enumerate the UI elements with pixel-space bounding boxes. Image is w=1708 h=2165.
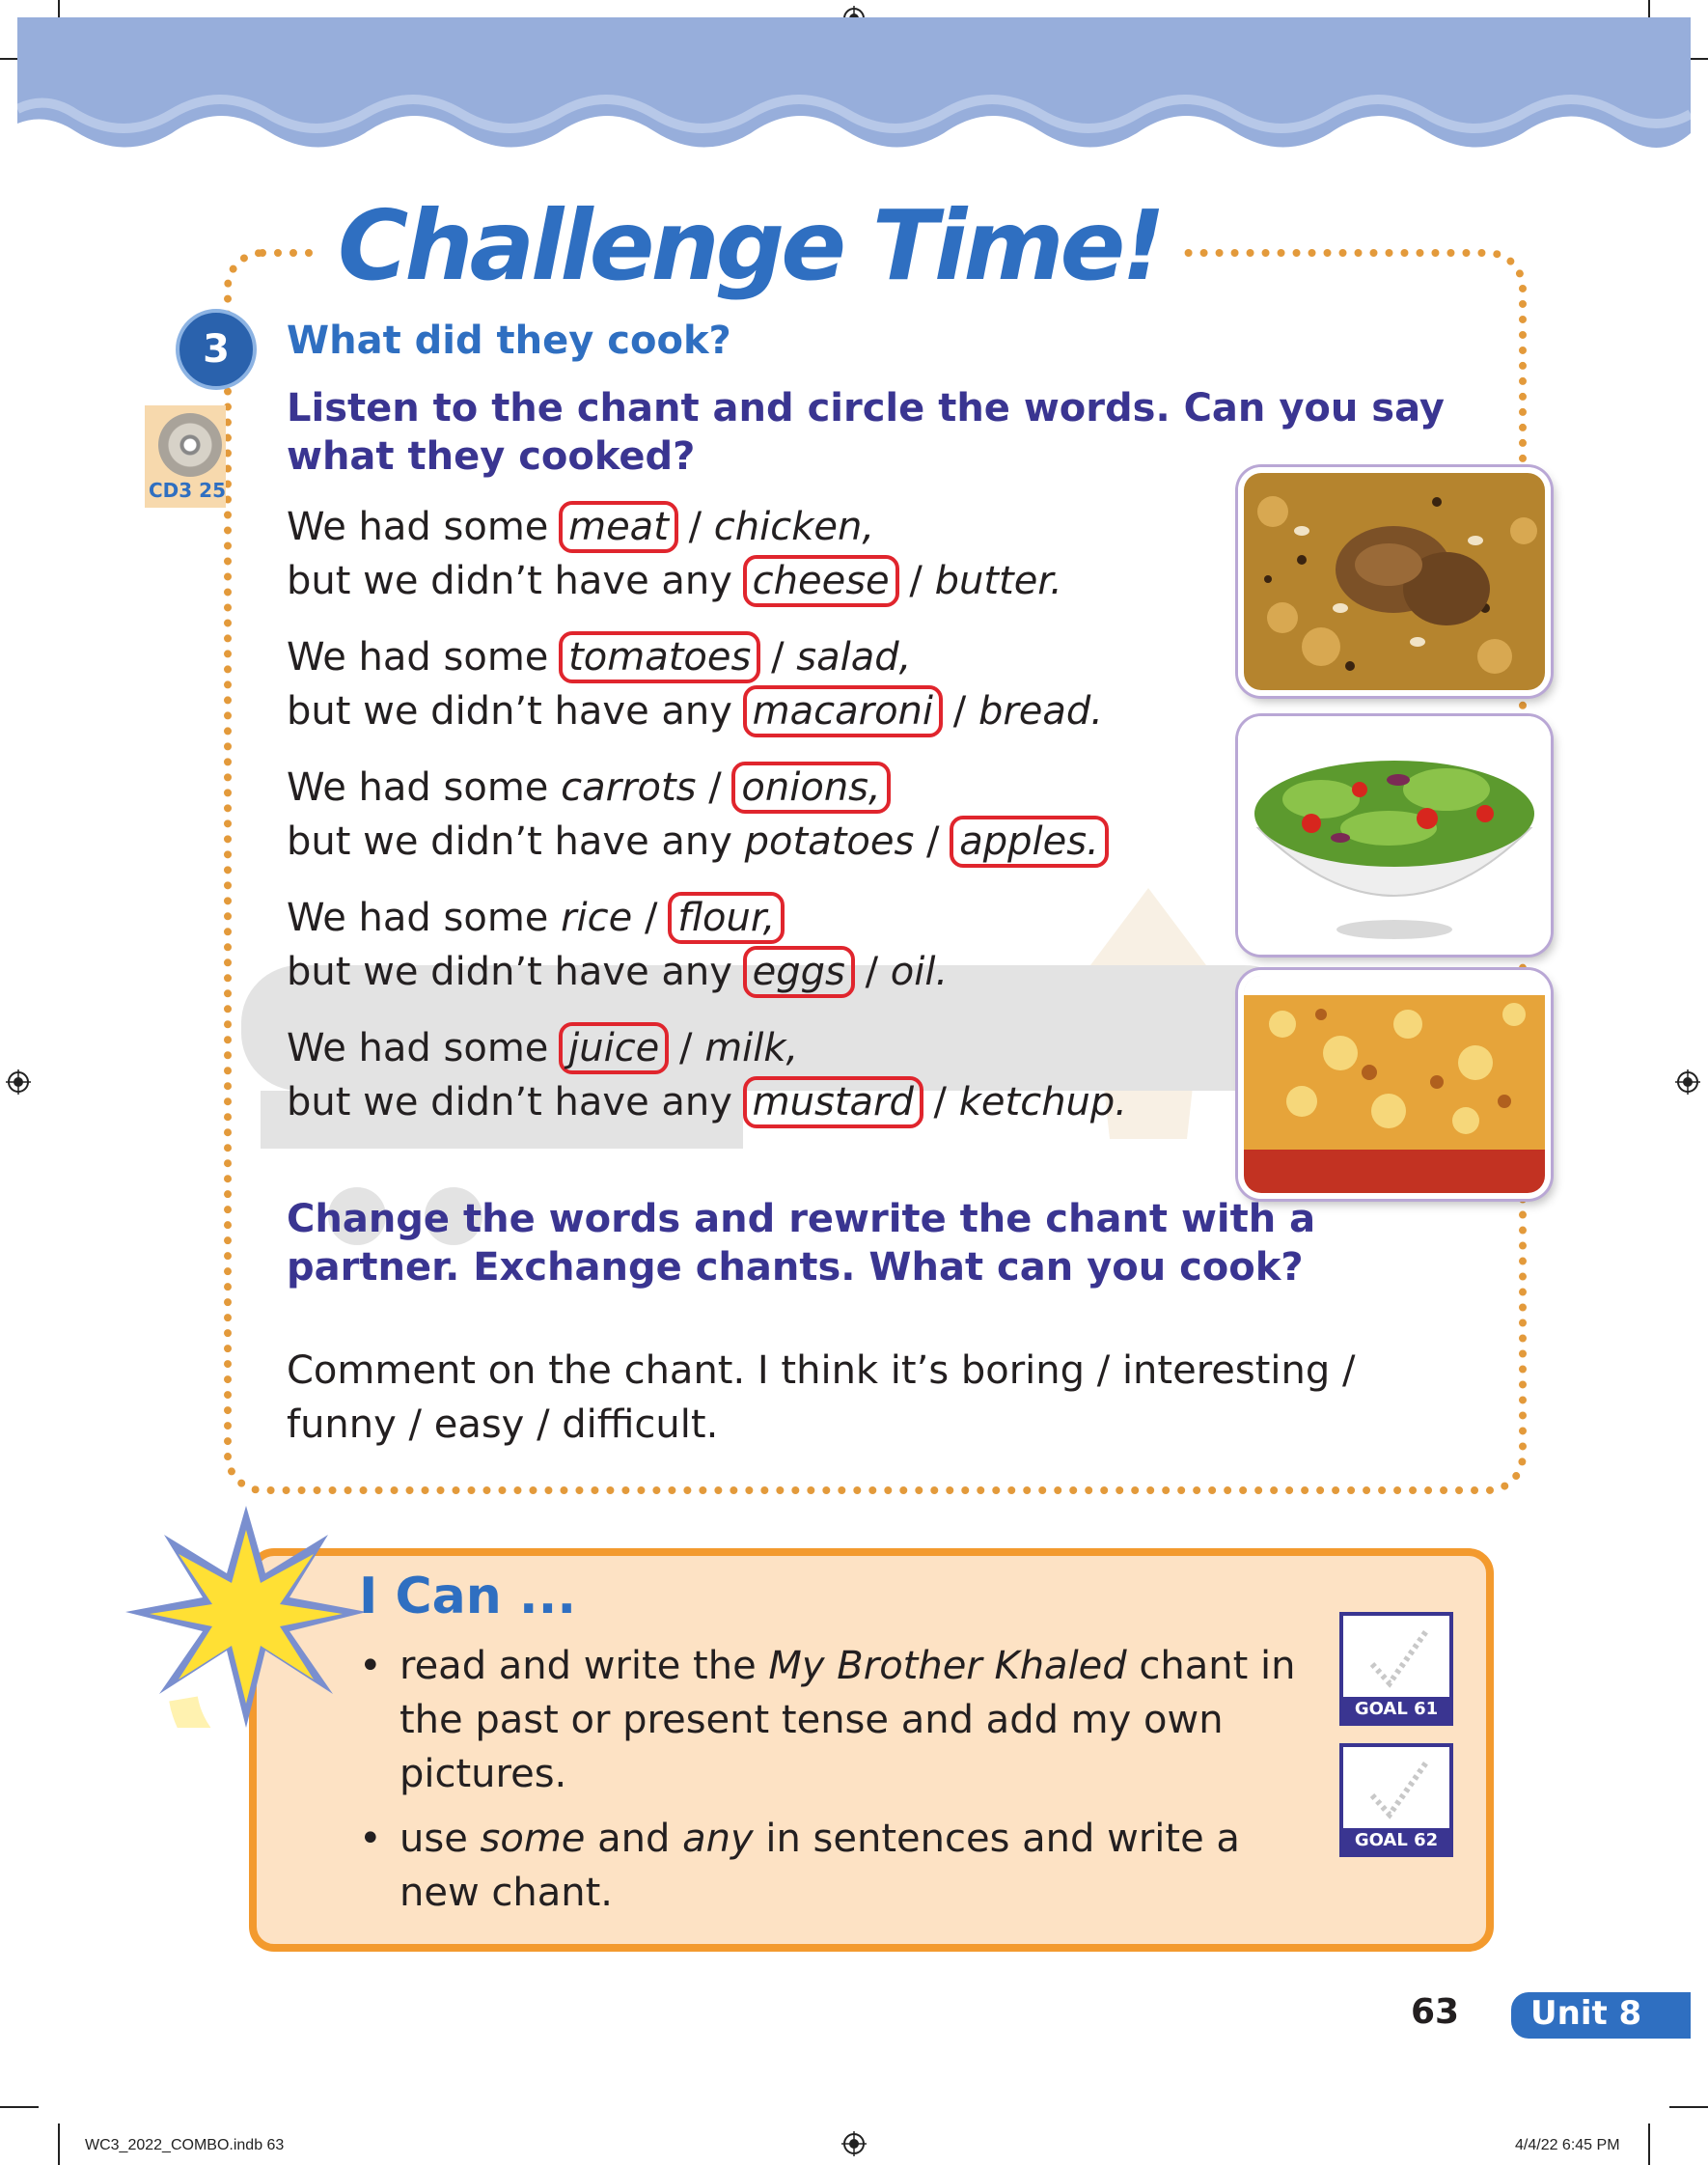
challenge-title: Challenge Time! — [318, 183, 1181, 309]
registration-mark-icon — [841, 2131, 867, 2156]
photo-macaroni-bake — [1238, 970, 1551, 1199]
goal-61-checkbox[interactable] — [1339, 1612, 1453, 1726]
bullet-text: chant in the past or present tense and add my own pictures. — [399, 1644, 1296, 1796]
photo-salad-bowl — [1238, 716, 1551, 955]
bullet-text: and — [585, 1817, 683, 1861]
chant-line: but we didn’t have any macaroni / bread. — [287, 684, 1103, 738]
keyword-any: any — [682, 1817, 754, 1861]
chant-stanza — [287, 630, 1103, 738]
bullet-dot: • — [359, 1817, 382, 1861]
chant-line-text: We had some — [287, 1026, 549, 1070]
i-can-bullet — [359, 1639, 1305, 1801]
chant-line: We had some meat / chicken, — [287, 500, 1062, 554]
salad-bowl-image — [1244, 722, 1545, 949]
print-file-info: WC3_2022_COMBO.indb 63 — [85, 2137, 285, 2153]
cd-icon — [158, 413, 222, 477]
chant-line: We had some juice / milk, — [287, 1021, 1127, 1075]
chant-line-text: We had some — [287, 505, 549, 549]
chant-title: My Brother Khaled — [768, 1644, 1127, 1688]
exercise-number: 3 — [176, 309, 257, 390]
option-word[interactable]: rice — [561, 896, 633, 940]
chant-line-text: but we didn’t have any — [287, 950, 732, 994]
photo-rice-with-chicken — [1238, 467, 1551, 696]
chant-line-text: but we didn’t have any — [287, 559, 732, 603]
circled-word[interactable]: juice — [568, 1026, 660, 1070]
goal-label: GOAL 62 — [1343, 1828, 1449, 1853]
unit-tab: Unit 8 — [1511, 1992, 1691, 2039]
option-word[interactable]: oil. — [890, 950, 949, 994]
option-word[interactable]: salad, — [796, 635, 912, 680]
instruction-rewrite: Change the words and rewrite the chant with a partner. Exchange chants. What can you cook? — [287, 1197, 1316, 1290]
starburst-icon — [125, 1506, 367, 1728]
registration-mark-icon — [6, 1069, 31, 1095]
bullet-dot: • — [359, 1644, 382, 1688]
registration-mark-icon — [1675, 1069, 1700, 1095]
option-word[interactable]: chicken, — [713, 505, 875, 549]
chant-line: but we didn’t have any eggs / oil. — [287, 945, 948, 999]
option-word[interactable]: butter. — [934, 559, 1062, 603]
option-word[interactable]: milk, — [704, 1026, 799, 1070]
circled-word[interactable]: macaroni — [752, 689, 934, 734]
circled-word[interactable]: apples. — [959, 819, 1099, 864]
goal-62-checkbox[interactable] — [1339, 1743, 1453, 1857]
crop-mark — [58, 2123, 60, 2165]
option-word[interactable]: carrots — [561, 765, 697, 810]
chant-line: but we didn’t have any potatoes / apples. — [287, 815, 1107, 869]
option-word[interactable]: ketchup. — [958, 1080, 1128, 1124]
circled-word[interactable]: cheese — [752, 559, 890, 603]
keyword-some: some — [480, 1817, 586, 1861]
chant-line: but we didn’t have any cheese / butter. — [287, 554, 1062, 608]
circled-word[interactable]: mustard — [752, 1080, 914, 1124]
rice-chicken-image — [1244, 473, 1545, 690]
chant-stanza — [287, 891, 948, 999]
circled-word[interactable]: eggs — [752, 950, 845, 994]
crop-mark — [0, 2106, 39, 2108]
chant-line-text: but we didn’t have any — [287, 819, 732, 864]
chant-stanza — [287, 1021, 1127, 1129]
chant-line-text: We had some — [287, 896, 549, 940]
circled-word[interactable]: tomatoes — [568, 635, 752, 680]
exercise-question: What did they cook? — [287, 319, 731, 363]
circled-word[interactable]: onions, — [741, 765, 881, 810]
chant-line: We had some tomatoes / salad, — [287, 630, 1103, 684]
page-number: 63 — [1411, 1992, 1460, 2032]
i-can-bullet — [359, 1812, 1266, 1920]
print-timestamp: 4/4/22 6:45 PM — [1515, 2137, 1620, 2153]
circled-word[interactable]: flour, — [677, 896, 776, 940]
header-wave — [17, 17, 1691, 162]
chant-line: We had some rice / flour, — [287, 891, 948, 945]
checkmark-icon — [1343, 1747, 1449, 1830]
instruction-listen: Listen to the chant and circle the words. Can you say what they cooked? — [287, 386, 1445, 479]
bullet-text: read and write the — [399, 1644, 769, 1688]
comment-prompt: Comment on the chant. I think it’s boring / interesting / funny / easy / difficult. — [287, 1348, 1356, 1447]
crop-mark — [1669, 2106, 1708, 2108]
chant-stanza — [287, 761, 1107, 869]
chant-line-text: but we didn’t have any — [287, 689, 732, 734]
macaroni-bake-image — [1244, 976, 1545, 1193]
crop-mark — [1648, 2123, 1650, 2165]
cd-track-label: CD3 25 — [149, 479, 226, 502]
chant-line-text: but we didn’t have any — [287, 1080, 732, 1124]
circled-word[interactable]: meat — [568, 505, 669, 549]
chant-line: but we didn’t have any mustard / ketchup. — [287, 1075, 1127, 1129]
chant-stanza — [287, 500, 1062, 608]
goal-label: GOAL 61 — [1343, 1697, 1449, 1722]
checkmark-icon — [1343, 1616, 1449, 1699]
chant-line-text: We had some — [287, 765, 549, 810]
bullet-text: in sentences and write a new chant. — [399, 1817, 1240, 1915]
i-can-title: I Can ... — [359, 1568, 577, 1625]
option-word[interactable]: potatoes — [744, 819, 915, 864]
chant-line: We had some carrots / onions, — [287, 761, 1107, 815]
option-word[interactable]: bread. — [978, 689, 1103, 734]
chant-line-text: We had some — [287, 635, 549, 680]
bullet-text: use — [399, 1817, 481, 1861]
